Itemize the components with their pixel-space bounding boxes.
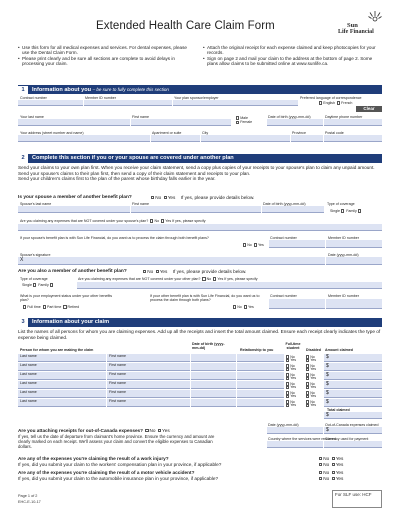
- no-label: No: [155, 195, 162, 200]
- single-checkbox[interactable]: [341, 209, 344, 212]
- disabled-options: [305, 394, 316, 398]
- motor-claim-answer: [318, 476, 343, 482]
- spouse-contract-label: Contract number: [270, 236, 297, 240]
- form-title: Extended Health Care Claim Form: [96, 20, 275, 32]
- section-title: Complete this section if you or your spouse are covered under another plan: [32, 155, 234, 161]
- section-subtitle: – be sure to fully complete this section: [92, 87, 169, 92]
- oc-currency-field[interactable]: [324, 441, 382, 448]
- yes-label: Yes: [165, 219, 172, 223]
- out-of-canada-instructions: If yes, tell us the date of departure from claimant's home province. Ensure the currency and amount are clearly marked on each receipt. We'll assess your claim and convert the eligible expenses to Canadian dollars.: [18, 434, 215, 449]
- yes-checkbox[interactable]: [306, 368, 309, 371]
- question-text: Are you claiming any expenses that are NOT covered under your other plan?: [78, 277, 201, 281]
- claim-dob-field[interactable]: [191, 381, 236, 389]
- spouse-coverage-label: Type of coverage: [327, 202, 355, 206]
- student-options: [285, 358, 296, 362]
- no-checkbox[interactable]: [151, 196, 154, 199]
- disabled-options: [305, 385, 316, 389]
- no-label: No: [290, 373, 295, 377]
- employment-status-options: [22, 305, 79, 309]
- logo-text-life-financial: Life Financial: [338, 29, 374, 35]
- yes-checkbox[interactable]: [244, 305, 247, 308]
- yes-label: Yes: [310, 376, 317, 381]
- own-not-covered-field[interactable]: [77, 282, 382, 289]
- section-3-intro: List the names of all persons for whom you are claiming expenses. Add up all the receipts and insert the total amount claimed. Ensure each receipt clearly indicates the type of expense being claimed.: [18, 329, 381, 340]
- no-label: No: [310, 391, 315, 395]
- yes-checkbox[interactable]: [286, 395, 289, 398]
- postal-code-label: Postal code: [325, 131, 344, 135]
- question-hint: If yes, please specify: [172, 219, 206, 223]
- full-time-checkbox[interactable]: [23, 305, 26, 308]
- spouse-dob-label: Date of birth (yyyy-mm-dd): [263, 202, 306, 206]
- col-dob: Date of birth (yyyy-mm-dd): [192, 342, 225, 351]
- yes-checkbox[interactable]: [332, 457, 335, 460]
- claim-dob-field[interactable]: [191, 354, 236, 362]
- yes-checkbox[interactable]: [286, 368, 289, 371]
- work-injury-question: Are any of the expenses you're claiming the result of a work injury?: [18, 456, 169, 461]
- single-checkbox[interactable]: [33, 283, 36, 286]
- question-hint: If yes, please provide details below.: [180, 195, 255, 200]
- yes-label: Yes: [310, 358, 317, 363]
- member-id-label: Member ID number: [85, 96, 116, 100]
- spouse-date-field[interactable]: [326, 257, 382, 265]
- claim-dob-field[interactable]: [191, 399, 236, 407]
- yes-checkbox[interactable]: [286, 377, 289, 380]
- oc-currency-label: Currency used for payment: [325, 437, 369, 441]
- yes-label: Yes: [310, 367, 317, 372]
- no-label: No: [323, 470, 330, 475]
- no-checkbox[interactable]: [243, 243, 246, 246]
- spouse-plan-question: [18, 195, 132, 201]
- no-label: No: [154, 219, 160, 223]
- claim-dob-field[interactable]: [191, 363, 236, 371]
- yes-checkbox[interactable]: [306, 386, 309, 389]
- spouse-coverage-options: [330, 209, 362, 213]
- language-options: [318, 101, 352, 105]
- province-label: Province: [292, 131, 306, 135]
- work-injury-answer: [318, 456, 343, 462]
- spouse-not-covered-question: [20, 219, 206, 223]
- no-label: No: [290, 355, 295, 359]
- claim-first-name-label: First name: [109, 381, 126, 386]
- yes-label: Yes: [335, 462, 344, 467]
- col-relationship: Relationship to you: [240, 348, 274, 352]
- claim-first-name-label: First name: [109, 390, 126, 395]
- claim-amount-field[interactable]: [324, 354, 382, 362]
- yes-checkbox[interactable]: [306, 359, 309, 362]
- preferred-language-label: Preferred language of correspondence: [300, 96, 362, 100]
- claim-relationship-field[interactable]: [237, 381, 284, 389]
- total-claimed-field[interactable]: [324, 412, 382, 419]
- phone-label: Daytime phone number: [325, 115, 363, 119]
- no-label: No: [290, 400, 295, 404]
- slf-use-box: For SLF use: HCF: [332, 490, 382, 508]
- spouse-dob-field[interactable]: [262, 206, 324, 213]
- claim-first-name-label: First name: [109, 372, 126, 377]
- disabled-options: [305, 367, 316, 371]
- no-checkbox[interactable]: [319, 471, 322, 474]
- claim-last-name-label: Last name: [20, 399, 37, 404]
- family-checkbox[interactable]: [50, 283, 53, 286]
- yes-checkbox[interactable]: [156, 270, 159, 273]
- instruction-paragraph: Send your children's claims first to the plan of the parent whose birthday falls earlier in the year.: [18, 176, 216, 182]
- question-hint: If yes, please provide details below.: [172, 269, 247, 274]
- yes-label: Yes: [290, 367, 297, 372]
- no-label: No: [290, 382, 295, 386]
- section-number: 1: [18, 86, 28, 95]
- logo-text-sun: Sun: [347, 22, 358, 29]
- total-claimed-label: Total claimed: [327, 408, 350, 412]
- claim-first-name-label: First name: [109, 363, 126, 368]
- male-label: Male: [240, 116, 248, 120]
- postal-code-field[interactable]: [324, 135, 382, 142]
- spouse-plan-answer: [150, 195, 254, 201]
- dob-label: Date of birth (yyyy-mm-dd): [268, 115, 311, 119]
- no-label: No: [147, 269, 154, 274]
- section-2-instructions: [18, 165, 382, 182]
- no-label: No: [323, 456, 330, 461]
- yes-label: Yes: [310, 385, 317, 390]
- english-checkbox[interactable]: [319, 101, 322, 104]
- contract-number-label: Contract number: [20, 96, 47, 100]
- yes-checkbox[interactable]: [161, 219, 164, 222]
- yes-checkbox[interactable]: [286, 386, 289, 389]
- spouse-not-covered-field[interactable]: [18, 224, 382, 231]
- dollar-sign: $: [326, 381, 329, 387]
- disabled-options: [305, 403, 316, 407]
- col-disabled: Disabled: [306, 348, 321, 352]
- student-options: [285, 385, 296, 389]
- spouse-member-label: Member ID number: [328, 236, 359, 240]
- sun-life-logo: [338, 10, 390, 40]
- no-label: No: [323, 476, 330, 481]
- single-label: Single: [22, 283, 32, 287]
- claim-first-name-label: First name: [109, 354, 126, 359]
- claim-dob-field[interactable]: [191, 390, 236, 398]
- instruction-item: • Please print clearly and be sure all sections are complete to avoid delays in processing your claim.: [18, 56, 188, 67]
- yes-label: Yes: [257, 243, 264, 247]
- no-label: No: [323, 462, 330, 467]
- family-checkbox[interactable]: [358, 209, 361, 212]
- oc-amount-field[interactable]: [324, 427, 382, 434]
- claim-relationship-field[interactable]: [237, 354, 284, 362]
- instructions-left: [18, 45, 188, 66]
- student-options: [285, 376, 296, 380]
- yes-checkbox[interactable]: [164, 196, 167, 199]
- own-coverage-label: Type of coverage: [20, 277, 48, 281]
- male-checkbox[interactable]: [236, 116, 239, 119]
- family-label: Family: [346, 209, 357, 213]
- claim-last-name-label: Last name: [20, 372, 37, 377]
- yes-checkbox[interactable]: [332, 477, 335, 480]
- oc-date-label: Date (yyyy-mm-dd): [268, 423, 299, 427]
- claim-last-name-label: Last name: [20, 381, 37, 386]
- no-label: No: [310, 355, 315, 359]
- form-code: EHC-E-10-17: [18, 500, 41, 504]
- yes-label: Yes: [159, 269, 168, 274]
- city-label: City: [202, 131, 209, 135]
- dollar-sign: $: [326, 390, 329, 396]
- work-injury-hint: If yes, did you submit your claim to the workers' compensation plan in your province, if applicable?: [18, 462, 222, 467]
- sun-rays-icon: [368, 10, 382, 22]
- dob-field[interactable]: [267, 119, 323, 126]
- no-checkbox[interactable]: [319, 457, 322, 460]
- col-person: Person for whom you are making the claim: [20, 348, 94, 352]
- claim-amount-field[interactable]: [324, 399, 382, 407]
- yes-checkbox[interactable]: [306, 395, 309, 398]
- section-title: Information about your claim: [32, 319, 110, 325]
- last-name-label: Your last name: [20, 115, 44, 119]
- dollar-sign: $: [326, 399, 329, 405]
- apartment-field[interactable]: [151, 135, 200, 142]
- instruction-item: • Attach the original receipt for each expense claimed and keep photocopies for your records.: [203, 45, 383, 56]
- student-options: [285, 367, 296, 371]
- spouse-last-name-field[interactable]: [18, 206, 130, 213]
- french-checkbox[interactable]: [337, 101, 340, 104]
- claim-first-name-label: First name: [109, 399, 126, 404]
- dollar-sign: $: [326, 427, 329, 433]
- no-checkbox[interactable]: [145, 429, 148, 432]
- no-checkbox[interactable]: [233, 305, 236, 308]
- spouse-last-name-label: Spouse's last name: [20, 202, 52, 206]
- family-label: Family: [38, 283, 49, 287]
- yes-checkbox[interactable]: [158, 429, 161, 432]
- yes-label: Yes: [162, 428, 170, 433]
- student-options: [285, 394, 296, 398]
- no-label: No: [206, 277, 212, 281]
- page-number: Page 1 of 2: [18, 494, 38, 498]
- spouse-sunlife-question: If your spouse's benefit plan is with Sun Life Financial, do you want us to process the claim through both benefit plans?: [20, 236, 209, 240]
- section-title: Information about you: [32, 87, 92, 93]
- instruction-paragraph: Send your spouse's claims to their plan first, then send a copy of their claim statement and receipts to your plan.: [18, 170, 251, 176]
- first-name-field[interactable]: [131, 119, 231, 126]
- question-hint: If yes, please specify: [224, 277, 258, 281]
- own-sunlife-answer: [232, 305, 254, 309]
- own-member-label: Member ID number: [328, 294, 359, 298]
- question-text: Are you also a member of another benefit plan?: [18, 269, 127, 274]
- section-number: 3: [18, 318, 28, 327]
- own-plan-question: [18, 269, 127, 275]
- question-text: Are you claiming any expenses that are NOT covered under your spouse's plan?: [20, 219, 149, 223]
- section-1-header: [18, 85, 382, 94]
- spouse-date-label: Date (yyyy-mm-dd): [328, 253, 359, 257]
- disabled-options: [305, 358, 316, 362]
- yes-label: Yes: [247, 305, 254, 309]
- plan-sponsor-label: Your plan sponsor/employer: [174, 96, 219, 100]
- question-text: Is your spouse a member of another benefit plan?: [18, 195, 132, 200]
- retired-label: Retired: [67, 305, 80, 309]
- section-2-header: [18, 154, 382, 163]
- motor-vehicle-answer: [318, 470, 343, 476]
- student-options: [285, 403, 296, 407]
- female-label: Female: [240, 120, 253, 125]
- spouse-sunlife-answer: [242, 243, 264, 247]
- no-label: No: [290, 391, 295, 395]
- motor-vehicle-hint: If yes, did you submit your claim to the automobile insurance plan in your province, if applicable?: [18, 476, 219, 481]
- col-amount: Amount claimed: [325, 348, 353, 352]
- claim-relationship-field[interactable]: [237, 390, 284, 398]
- no-label: No: [247, 243, 252, 247]
- yes-label: Yes: [290, 394, 297, 399]
- claim-dob-field[interactable]: [191, 372, 236, 380]
- oc-country-label: Country where the services were rendered: [268, 437, 336, 441]
- yes-label: Yes: [290, 376, 297, 381]
- yes-label: Yes: [335, 470, 344, 475]
- question-text: Are you attaching receipts for out-of-Canada expenses?: [18, 428, 144, 433]
- own-not-covered-question: [78, 277, 258, 281]
- no-label: No: [310, 400, 315, 404]
- claim-relationship-field[interactable]: [237, 399, 284, 407]
- no-label: No: [290, 364, 295, 368]
- member-id-field[interactable]: [84, 100, 172, 106]
- dollar-sign: $: [326, 412, 329, 418]
- dollar-sign: $: [326, 363, 329, 369]
- claim-last-name-label: Last name: [20, 363, 37, 368]
- own-coverage-options: [22, 283, 54, 287]
- province-field[interactable]: [291, 135, 323, 142]
- own-member-field[interactable]: [326, 299, 382, 309]
- dollar-sign: $: [326, 354, 329, 360]
- no-checkbox[interactable]: [319, 463, 322, 466]
- disabled-options: [305, 376, 316, 380]
- yes-label: Yes: [290, 385, 297, 390]
- yes-checkbox[interactable]: [332, 463, 335, 466]
- yes-checkbox[interactable]: [332, 471, 335, 474]
- address-label: Your address (street number and name): [20, 131, 84, 135]
- instruction-item: • Sign on page 2 and mail your claim to the address at the bottom of page 2. Some plans allow claims to be submitted online at www.sunlife.ca.: [203, 56, 383, 67]
- claim-relationship-field[interactable]: [237, 372, 284, 380]
- no-label: No: [149, 428, 156, 433]
- instruction-item: • Use this form for all medical expenses and services. For dental expenses, please use the Dental Claim Form.: [18, 45, 188, 56]
- claim-last-name-label: Last name: [20, 390, 37, 395]
- apartment-label: Apartment or suite: [152, 131, 182, 135]
- yes-label: Yes: [167, 195, 176, 200]
- out-of-canada-question: [18, 428, 170, 434]
- part-time-checkbox[interactable]: [43, 305, 46, 308]
- yes-checkbox[interactable]: [254, 243, 257, 246]
- yes-checkbox[interactable]: [286, 404, 289, 407]
- signature-mark: X: [20, 257, 24, 263]
- col-student: Full-time student: [285, 342, 301, 351]
- claim-last-name-label: Last name: [20, 354, 37, 359]
- own-contract-field[interactable]: [269, 299, 325, 309]
- no-checkbox[interactable]: [202, 277, 205, 280]
- claim-relationship-field[interactable]: [237, 363, 284, 371]
- phone-field[interactable]: [324, 119, 382, 126]
- claim-amount-field[interactable]: [324, 363, 382, 371]
- last-name-field[interactable]: [18, 119, 130, 126]
- female-checkbox[interactable]: [236, 121, 239, 124]
- part-time-label: Part time: [46, 305, 62, 309]
- english-label: English: [323, 101, 335, 105]
- first-name-label: First name: [132, 115, 149, 119]
- yes-label: Yes: [310, 394, 317, 399]
- yes-label: Yes: [290, 403, 297, 408]
- instruction-paragraph: Send your claims to your own plan first. When you receive your claim statement, send a copy plus copies of your receipts to your spouse's plan to claim any unpaid amount.: [18, 165, 375, 170]
- no-label: No: [310, 364, 315, 368]
- address-field[interactable]: [18, 135, 150, 142]
- no-checkbox[interactable]: [150, 219, 153, 222]
- claim-amount-field[interactable]: [324, 372, 382, 380]
- spouse-first-name-field[interactable]: [131, 206, 261, 213]
- section-number: 2: [18, 154, 28, 163]
- yes-checkbox[interactable]: [213, 277, 216, 280]
- full-time-label: Full time: [27, 305, 41, 309]
- no-label: No: [310, 382, 315, 386]
- single-label: Single: [330, 209, 340, 213]
- yes-checkbox[interactable]: [306, 404, 309, 407]
- dollar-sign: $: [326, 372, 329, 378]
- instructions-right: [203, 45, 383, 66]
- plan-sponsor-field[interactable]: [173, 100, 298, 106]
- claim-amount-field[interactable]: [324, 381, 382, 389]
- own-contract-label: Contract number: [270, 294, 297, 298]
- own-plan-answer: [142, 269, 246, 275]
- yes-label: Yes: [335, 456, 344, 461]
- claim-amount-field[interactable]: [324, 390, 382, 398]
- yes-checkbox[interactable]: [306, 377, 309, 380]
- spouse-signature-label: Spouse's signature: [20, 253, 51, 257]
- yes-checkbox[interactable]: [286, 359, 289, 362]
- french-label: French: [341, 101, 353, 105]
- city-field[interactable]: [201, 135, 290, 142]
- employment-status-question: What is your employment status under your other benefits plan?: [20, 294, 113, 303]
- no-checkbox[interactable]: [319, 477, 322, 480]
- no-label: No: [310, 373, 315, 377]
- yes-label: Yes: [335, 476, 344, 481]
- yes-label: Yes: [290, 358, 297, 363]
- gender-options: [235, 116, 252, 125]
- own-sunlife-question: If your other benefit plan is with Sun Life Financial, do you want us to process the claim through both plans?: [150, 294, 260, 303]
- retired-checkbox[interactable]: [63, 305, 66, 308]
- yes-label: Yes: [217, 277, 224, 281]
- clear-button[interactable]: Clear: [356, 106, 382, 112]
- work-claim-answer: [318, 462, 343, 468]
- oc-date-field[interactable]: [267, 427, 323, 434]
- section-3-header: [18, 318, 382, 327]
- oc-amount-label: Out-of-Canada expenses claimed: [325, 423, 379, 427]
- spouse-signature-field[interactable]: [18, 257, 325, 265]
- oc-country-field[interactable]: [267, 441, 323, 448]
- spouse-first-name-label: First name: [132, 202, 149, 206]
- no-label: No: [237, 305, 242, 309]
- no-checkbox[interactable]: [143, 270, 146, 273]
- spouse-member-field[interactable]: [326, 240, 382, 248]
- spouse-contract-field[interactable]: [269, 240, 325, 248]
- yes-label: Yes: [310, 403, 317, 408]
- contract-number-field[interactable]: [18, 100, 83, 106]
- motor-vehicle-question: Are any of the expenses you're claiming the result of a motor vehicle accident?: [18, 470, 195, 475]
